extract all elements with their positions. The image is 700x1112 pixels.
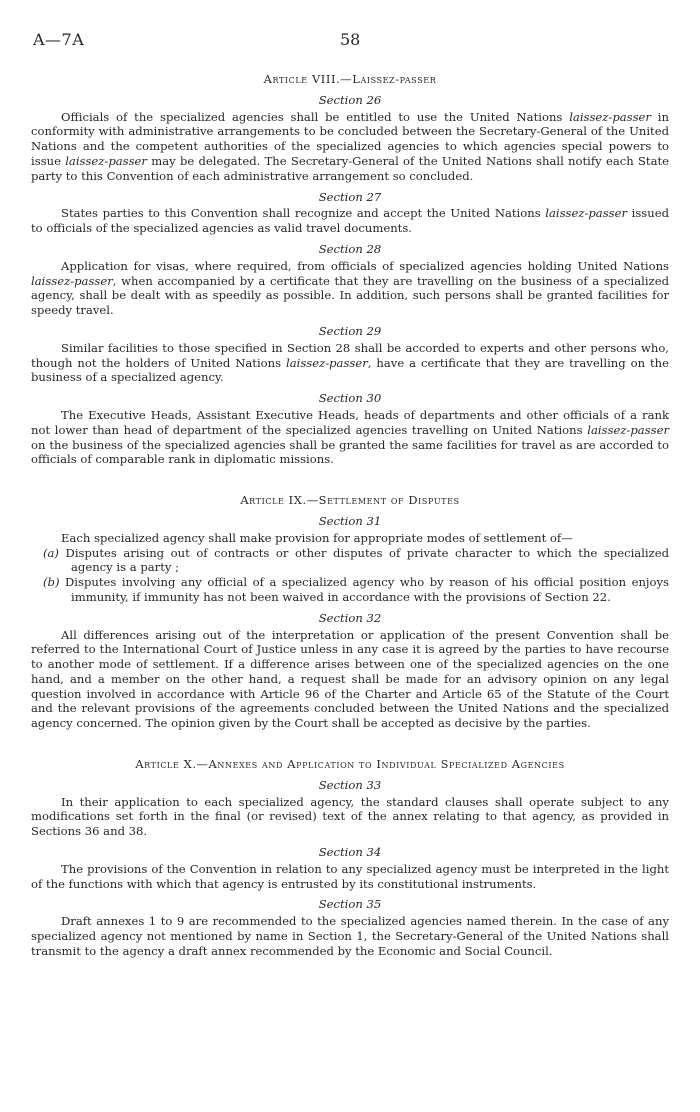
paragraph: [31, 408, 669, 467]
section-heading: Section 30: [318, 391, 382, 406]
italic-term: laissez-passer: [286, 355, 368, 370]
paragraph: [31, 259, 669, 318]
text-run: , have a certificate that they are travelling on the business of a specialized agency.: [31, 355, 669, 385]
text-run: in conformity with administrative arrangements to be concluded between the Secretary-General of the United Nations and the competent authorities of the specialized agencies to which agencies special powers to issue: [31, 109, 669, 168]
paragraph: [31, 795, 669, 839]
annex-reference: A—7A: [33, 30, 85, 49]
text-run: In their application to each specialized agency, the standard clauses shall operate subject to any modifications set forth in the final (or revised) text of the annex relating to that agency, as provided in Sections 36 and 38.: [31, 794, 669, 839]
text-run: Officials of the specialized agencies shall be entitled to use the United Nations: [61, 109, 570, 124]
paragraph: [31, 531, 669, 546]
italic-term: laissez-passer: [569, 109, 651, 124]
list-item: [31, 546, 669, 576]
section-heading: Section 28: [318, 241, 382, 256]
text-run: The Executive Heads, Assistant Executive Heads, heads of departments and other officials of a rank not lower than head of department of the specialized agencies travelling on United Nations: [31, 407, 669, 437]
section-heading: Section 29: [318, 323, 382, 338]
paragraph: [31, 628, 669, 732]
text-run: All differences arising out of the interpretation or application of the present Convention shall be referred to the International Court of Justice unless in any case it is agreed by the parties to have recourse to another mode of settlement. If a difference arises between one of the specialized agencies on the one hand, and a member on the other hand, a request shall be made for an advisory opinion on any legal question involved in accordance with Article 96 of the Charter and Article 65 of the Statute of the Court and the relevant provisions of the agreements concluded between the United Nations and the specialized agency concerned. The opinion given by the Court shall be accepted as decisive by the parties.: [31, 627, 669, 731]
text-run: Similar facilities to those specified in Section 28 shall be accorded to experts and other persons who, though not the holders of United Nations: [31, 340, 669, 370]
text-run: , when accompanied by a certificate that they are travelling on the business of a specialized agency, shall be dealt with as speedily as possible. In addition, such persons shall be granted facilities for speedy travel.: [31, 273, 669, 318]
list-item: [31, 575, 669, 605]
paragraph: [31, 914, 669, 958]
text-run: may be delegated. The Secretary-General of the United Nations shall notify each State party to this Convention of each administrative arrangement so concluded.: [31, 153, 670, 183]
italic-term: laissez-passer: [587, 422, 669, 437]
section-heading: Section 32: [318, 610, 382, 625]
text-run: on the business of the specialized agencies shall be granted the same facilities for travel as are accorded to officials of comparable rank in diplomatic missions.: [31, 437, 669, 467]
italic-term: laissez-passer: [65, 153, 147, 168]
article-heading: Article X.—Annexes and Application to Individual Specialized Agencies: [135, 757, 565, 772]
document-body: [31, 72, 669, 959]
list-item-text: Disputes arising out of contracts or other disputes of private character to which the specialized agency is a party ;: [65, 545, 669, 575]
italic-term: laissez-passer: [31, 273, 113, 288]
text-run: Draft annexes 1 to 9 are recommended to the specialized agencies named therein. In the case of any specialized agency not mentioned by name in Section 1, the Secretary-General of the United Nations shall transmit to the agency a draft annex recommended by the Economic and Social Council.: [31, 914, 669, 958]
text-run: The provisions of the Convention in relation to any specialized agency must be interpreted in the light of the functions with which that agency is entrusted by its constitutional instruments.: [31, 861, 669, 891]
section-heading: Section 26: [318, 92, 382, 107]
list-item-text: Disputes involving any official of a specialized agency who by reason of his official position enjoys immunity, if immunity has not been waived in accordance with the provisions of Section 22.: [65, 575, 669, 604]
paragraph: [31, 341, 669, 385]
italic-term: laissez-passer: [545, 206, 628, 221]
section-heading: Section 27: [318, 189, 382, 204]
text-run: States parties to this Convention shall recognize and accept the United Nations: [61, 206, 546, 221]
list-item-label: (a): [43, 545, 59, 560]
list-item-label: (b): [43, 575, 60, 590]
section-heading: Section 35: [318, 897, 382, 912]
article-heading: Article VIII.—Laissez-passer: [263, 72, 437, 86]
paragraph: [31, 862, 669, 892]
section-heading: Section 34: [318, 845, 382, 860]
text-run: issued to officials of the specialized agencies as valid travel documents.: [31, 206, 669, 236]
article-heading: Article IX.—Settlement of Disputes: [240, 493, 460, 508]
text-run: Each specialized agency shall make provision for appropriate modes of settlement of—: [61, 530, 573, 545]
paragraph: [31, 206, 669, 236]
section-heading: Section 31: [318, 513, 382, 528]
paragraph: [31, 110, 669, 184]
section-heading: Section 33: [318, 777, 382, 792]
text-run: Application for visas, where required, from officials of specialized agencies holding United Nations: [61, 258, 669, 273]
page-number: 58: [340, 30, 361, 49]
